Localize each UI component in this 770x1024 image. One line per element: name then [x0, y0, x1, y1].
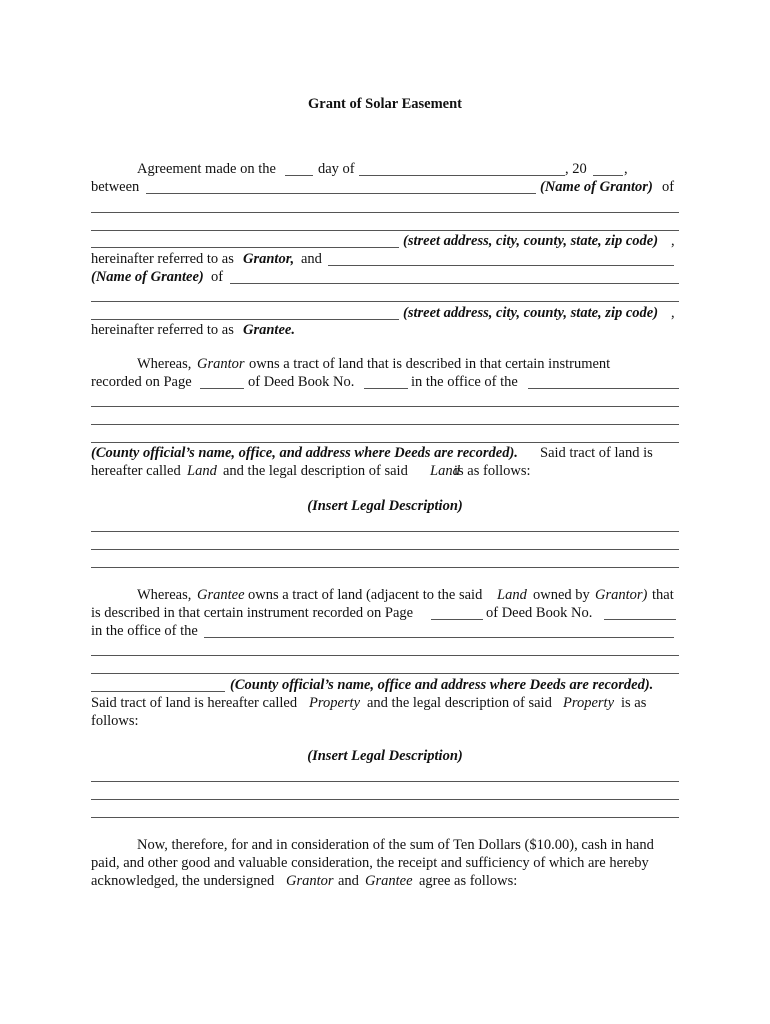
grantee-address-line-3[interactable]	[91, 319, 399, 320]
insert-legal-description-2: (Insert Legal Description)	[307, 748, 463, 764]
day-of-text: day of	[318, 161, 355, 177]
and-text: and	[301, 251, 322, 267]
grantee-address-line-1[interactable]	[230, 283, 679, 284]
insert-legal-description-1: (Insert Legal Description)	[307, 498, 463, 514]
grantee-term: Grantee.	[243, 322, 295, 338]
that-text: that	[652, 587, 674, 603]
grantee-street-address-label: (street address, city, county, state, zip code)	[403, 305, 659, 321]
referred-grantee-text: hereinafter referred to as	[91, 322, 234, 338]
county-official-label: (County official’s name, office, and address where Deeds are recorded).	[91, 445, 518, 461]
property-office-line-2[interactable]	[91, 655, 679, 656]
agreement-day-blank[interactable]	[285, 175, 313, 176]
agreement-month-blank[interactable]	[359, 175, 565, 176]
whereas-2-text: Whereas,	[137, 587, 192, 603]
land-legal-line-2[interactable]	[91, 549, 679, 550]
recorded-on-page-text: recorded on Page	[91, 374, 192, 390]
consideration-line-1: Now, therefore, for and in consideration of the sum of Ten Dollars ($10.00), cash in hand	[137, 837, 654, 853]
land-word-2: Land	[430, 463, 460, 479]
said-tract-2-text: Said tract of land is hereafter called	[91, 695, 298, 711]
land-office-line-4[interactable]	[91, 442, 679, 443]
year-suffix-text: ,	[624, 161, 628, 177]
of2-text: of	[211, 269, 224, 285]
agreement-year-blank[interactable]	[593, 175, 623, 176]
land-page-blank[interactable]	[200, 388, 244, 389]
name-of-grantor-label: (Name of Grantor)	[540, 179, 653, 195]
of-deed-book-2-text: of Deed Book No.	[486, 605, 593, 621]
in-the-office-text: in the office of the	[411, 374, 518, 390]
grantee-owns-text: owns a tract of land (adjacent to the said	[248, 587, 483, 603]
legal-desc-2-text: and the legal description of said	[367, 695, 552, 711]
land-deed-book-blank[interactable]	[364, 388, 408, 389]
grantor-word-2: Grantor)	[595, 587, 648, 603]
land-word-3: Land	[497, 587, 527, 603]
property-deed-book-blank[interactable]	[604, 619, 676, 620]
property-office-line-3[interactable]	[91, 673, 679, 674]
property-page-blank[interactable]	[431, 619, 483, 620]
of-deed-book-text: of Deed Book No.	[248, 374, 355, 390]
grantor-street-address-label: (street address, city, county, state, zip code)	[403, 233, 659, 249]
property-legal-line-3[interactable]	[91, 817, 679, 818]
consideration-line-3-prefix: acknowledged, the undersigned	[91, 873, 275, 889]
consideration-line-2: paid, and other good and valuable consideration, the receipt and sufficiency of which are hereby	[91, 855, 649, 871]
hereafter-called-text: hereafter called	[91, 463, 181, 479]
property-legal-line-1[interactable]	[91, 781, 679, 782]
referred-grantor-text: hereinafter referred to as	[91, 251, 234, 267]
grantor-address-line-3[interactable]	[91, 247, 399, 248]
grantor-word-3: Grantor	[286, 873, 334, 889]
grantor-word: Grantor	[197, 356, 245, 372]
grantor-address-line-2[interactable]	[91, 230, 679, 231]
comma-text: ,	[671, 233, 675, 249]
name-of-grantee-label: (Name of Grantee)	[91, 269, 204, 285]
between-text: between	[91, 179, 140, 195]
land-office-line-2[interactable]	[91, 406, 679, 407]
grantor-term: Grantor,	[243, 251, 295, 267]
owned-by-text: owned by	[533, 587, 590, 603]
property-word: Property	[309, 695, 361, 711]
land-legal-line-1[interactable]	[91, 531, 679, 532]
land-office-line-3[interactable]	[91, 424, 679, 425]
land-office-blank[interactable]	[528, 388, 679, 389]
legal-desc-text: and the legal description of said	[223, 463, 408, 479]
land-legal-line-3[interactable]	[91, 567, 679, 568]
land-word: Land	[187, 463, 217, 479]
in-the-office-2-text: in the office of the	[91, 623, 198, 639]
of-text: of	[662, 179, 675, 195]
agreement-made-on-text: Agreement made on the	[137, 161, 276, 177]
is-as-follows-text: is as follows:	[454, 463, 531, 479]
grantor-name-blank[interactable]	[146, 193, 536, 194]
agree-text: agree as follows:	[419, 873, 518, 889]
page-title: Grant of Solar Easement	[308, 96, 462, 112]
property-office-blank[interactable]	[204, 637, 674, 638]
comma2-text: ,	[671, 305, 675, 321]
grantee-name-blank[interactable]	[328, 265, 674, 266]
is-described-text: is described in that certain instrument recorded on Page	[91, 605, 414, 621]
grantor-address-line-1[interactable]	[91, 212, 679, 213]
follows-text: follows:	[91, 713, 139, 729]
property-word-2: Property	[563, 695, 615, 711]
property-legal-line-2[interactable]	[91, 799, 679, 800]
county-official-2-label: (County official’s name, office and address where Deeds are recorded).	[230, 677, 654, 693]
grantee-word: Grantee	[197, 587, 245, 603]
grantee-word-2: Grantee	[365, 873, 413, 889]
and-2-text: and	[338, 873, 359, 889]
grantor-owns-text: owns a tract of land that is described in that certain instrument	[249, 356, 611, 372]
is-as-text: is as	[621, 695, 647, 711]
whereas-text: Whereas,	[137, 356, 192, 372]
property-office-line-4[interactable]	[91, 691, 225, 692]
year-prefix-text: , 20	[565, 161, 587, 177]
said-tract-text: Said tract of land is	[540, 445, 653, 461]
grantee-address-line-2[interactable]	[91, 301, 679, 302]
